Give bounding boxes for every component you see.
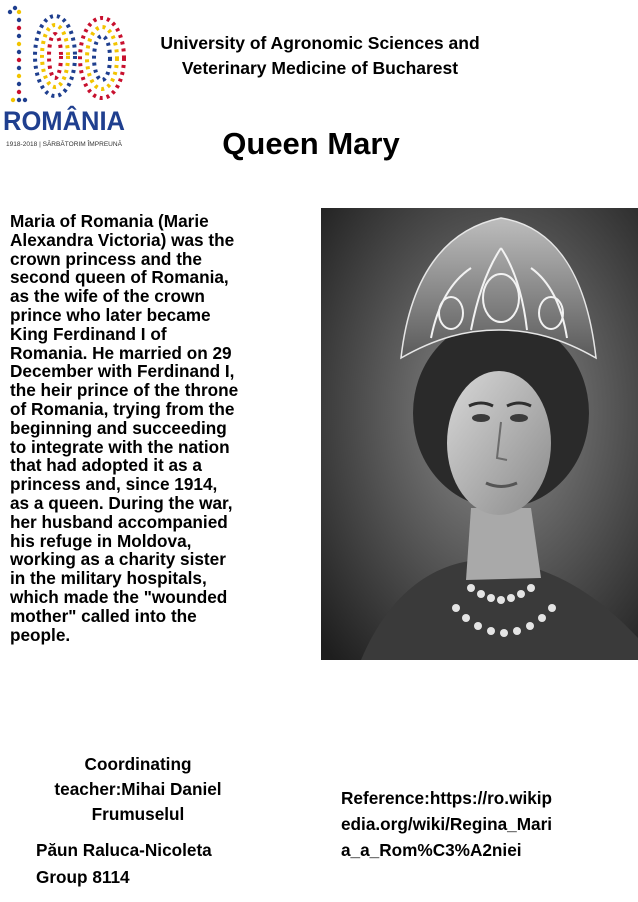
logo-country: ROMÂNIA <box>3 106 132 136</box>
portrait-image <box>321 208 638 660</box>
numeral-zero-1 <box>35 16 75 96</box>
university-name <box>118 31 522 81</box>
centenary-logo <box>2 2 132 154</box>
centenary-logo-graphic <box>2 2 132 154</box>
student-group: Group 8114 <box>36 867 130 887</box>
university-line-1: University of Agronomic Sciences and <box>160 33 480 53</box>
biography-text: Maria of Romania (Marie Alexandra Victoria) was the crown princess and the second queen of Romania, as the wife of the crown prince who later became King Ferdinand I of Romania. He married on 29 December with Ferdinand I, the heir prince of the throne of Romania, trying from the beginning and succeeding to integrate with the nation that had adopted it as a princess and, since 1914, as a queen. During the war, her husband accompanied his refuge in Moldova, working as a charity sister in the military hospitals, which made the "wounded mother" called into the people. <box>10 211 239 645</box>
reference-link[interactable]: Reference:https://ro.wikip edia.org/wiki/Regina_Mari a_a_Rom%C3%A2niei <box>341 788 553 860</box>
university-line-2: Veterinary Medicine of Bucharest <box>181 58 459 78</box>
coordinating-teacher: Coordinating teacher:Mihai Daniel Frumuselul <box>54 754 222 824</box>
queen-portrait-photo <box>321 208 638 660</box>
student-name: Păun Raluca-Nicoleta <box>36 840 212 860</box>
logo-tagline: 1918-2018 | SĂRBĂTORIM ÎMPREUNĂ <box>6 142 113 148</box>
numeral-one <box>8 6 27 102</box>
student-info <box>36 837 212 891</box>
page-title: Queen Mary <box>222 126 400 161</box>
